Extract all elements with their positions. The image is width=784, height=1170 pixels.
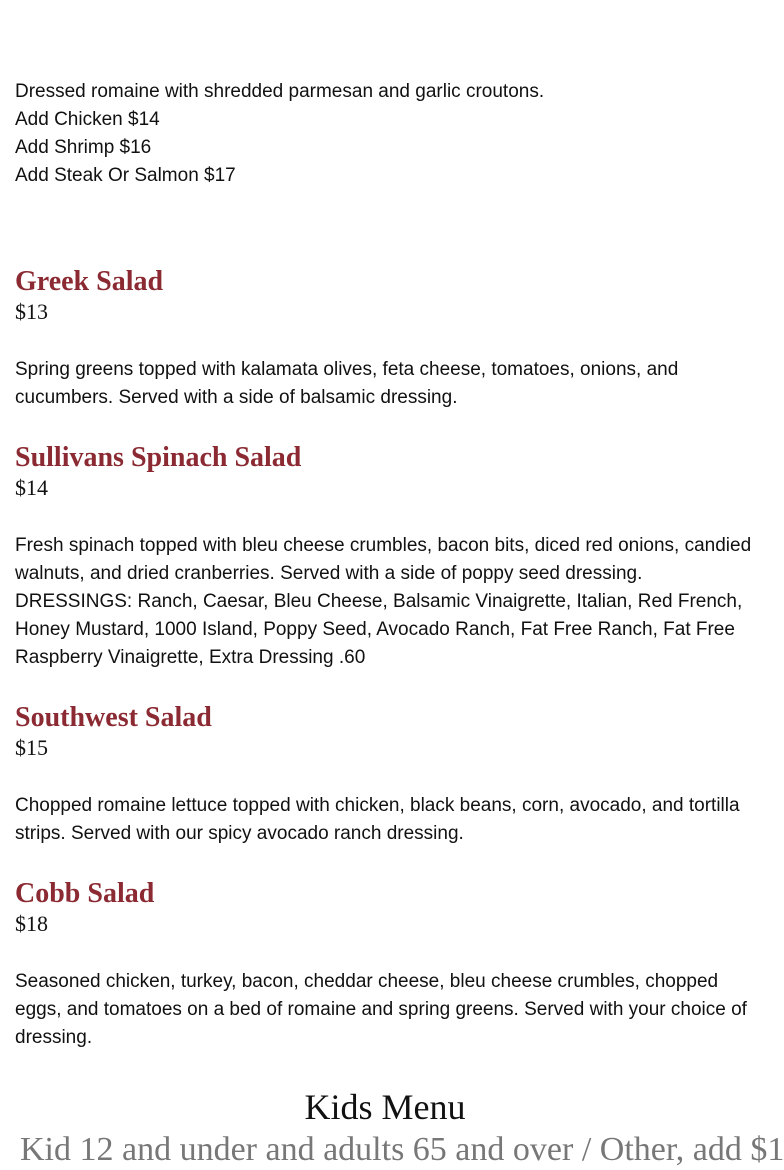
item-price: $14: [15, 475, 48, 500]
addon-chicken: Add Chicken $14: [15, 109, 160, 130]
item-title: Sullivans Spinach Salad: [15, 442, 302, 473]
caesar-salad-description: Dressed romaine with shredded parmesan and garlic croutons.: [15, 81, 545, 102]
item-description: Spring greens topped with kalamata olives, feta cheese, tomatoes, onions, and cucumbers. Served with a side of balsamic dressing.: [15, 359, 679, 408]
item-description: Seasoned chicken, turkey, bacon, cheddar cheese, bleu cheese crumbles, chopped eggs, and tomatoes on a bed of romaine and spring greens. Served with your choice of dressing.: [15, 971, 747, 1048]
kids-menu-subtitle: Kid 12 and under and adults 65 and over / Other, add $1: [20, 1131, 784, 1168]
kids-menu-heading: Kids Menu: [304, 1087, 466, 1127]
menu-item-cobb-salad: [15, 878, 760, 1052]
menu-item-spinach-salad: [15, 442, 760, 672]
item-price: $15: [15, 735, 48, 760]
addon-shrimp: Add Shrimp $16: [15, 137, 152, 158]
caesar-salad-details: [15, 78, 760, 190]
menu-item-greek-salad: [15, 266, 760, 412]
addon-steak-salmon: Add Steak Or Salmon $17: [15, 165, 236, 186]
menu-item-southwest-salad: [15, 702, 760, 848]
item-price: $13: [15, 299, 48, 324]
item-description: Chopped romaine lettuce topped with chicken, black beans, corn, avocado, and tortilla strips. Served with our spicy avocado ranch dressing.: [15, 795, 740, 844]
item-title: Cobb Salad: [15, 878, 155, 909]
item-description: Fresh spinach topped with bleu cheese crumbles, bacon bits, diced red onions, candied walnuts, and dried cranberries. Served with a side of poppy seed dressing. DRESSINGS: Ranch, Caesar, Bleu Cheese, Balsamic Vinaigrette, Italian, Red French, Honey Mustard, 1000 Island, Poppy Seed, Avocado Ranch, Fat Free Ranch, Fat Free Raspberry Vinaigrette, Extra Dressing .60: [15, 535, 752, 668]
item-title: Southwest Salad: [15, 702, 212, 733]
item-title: Greek Salad: [15, 266, 164, 297]
item-price: $18: [15, 911, 48, 936]
